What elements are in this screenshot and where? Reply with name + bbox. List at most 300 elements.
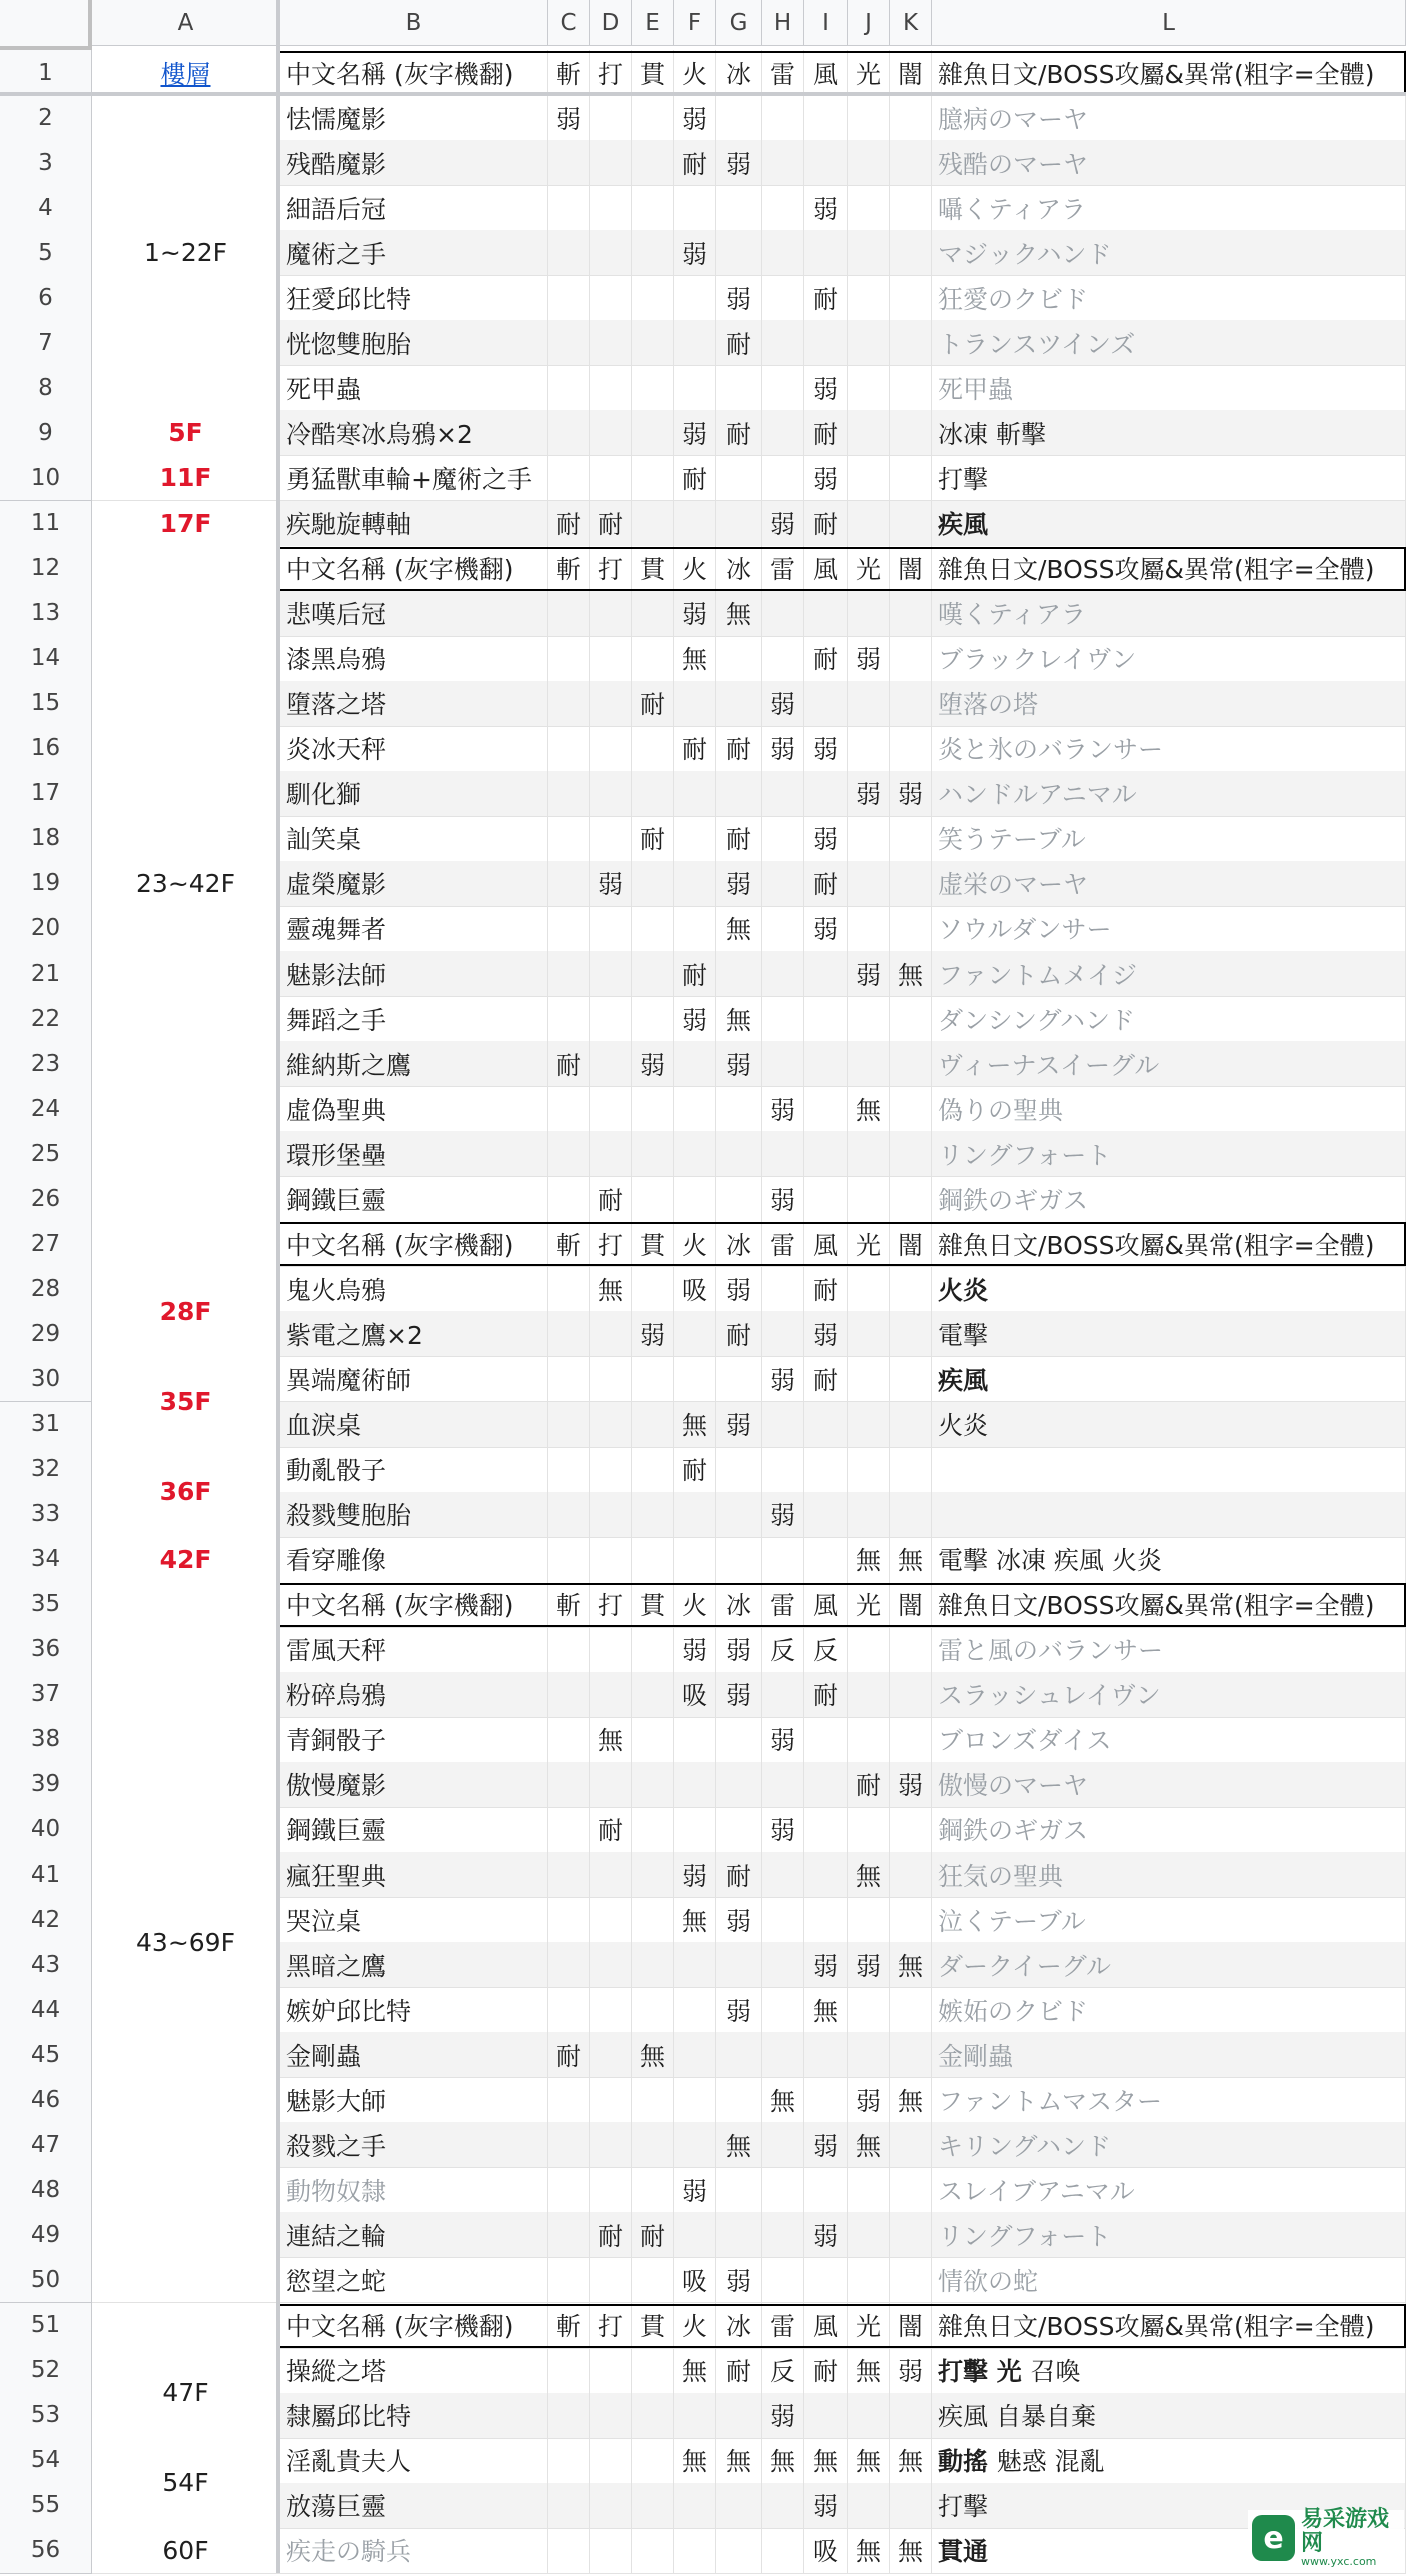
affinity-cell[interactable] xyxy=(848,816,890,862)
affinity-cell[interactable] xyxy=(548,2438,590,2484)
affinity-cell[interactable]: 弱 xyxy=(762,1356,804,1402)
header-attr-cell[interactable]: 斬 xyxy=(548,1221,590,1267)
row-header[interactable]: 14 xyxy=(0,636,92,682)
notes-cell[interactable]: 鋼鉄のギガス xyxy=(932,1176,1406,1222)
affinity-cell[interactable] xyxy=(762,636,804,682)
affinity-cell[interactable] xyxy=(762,1041,804,1087)
affinity-cell[interactable] xyxy=(632,2122,674,2168)
affinity-cell[interactable]: 無 xyxy=(716,996,762,1042)
affinity-cell[interactable]: 吸 xyxy=(804,2528,848,2574)
affinity-cell[interactable] xyxy=(548,1627,590,1673)
affinity-cell[interactable] xyxy=(548,2212,590,2258)
affinity-cell[interactable]: 無 xyxy=(848,2348,890,2394)
affinity-cell[interactable] xyxy=(804,1717,848,1763)
row-header[interactable]: 53 xyxy=(0,2393,92,2439)
affinity-cell[interactable] xyxy=(632,455,674,501)
affinity-cell[interactable] xyxy=(804,1762,848,1808)
affinity-cell[interactable] xyxy=(848,320,890,366)
row-header[interactable]: 54 xyxy=(0,2438,92,2484)
affinity-cell[interactable] xyxy=(590,951,632,997)
row-header[interactable]: 2 xyxy=(0,95,92,141)
affinity-cell[interactable]: 弱 xyxy=(716,1402,762,1448)
notes-cell[interactable]: 残酷のマーヤ xyxy=(932,140,1406,186)
affinity-cell[interactable] xyxy=(890,681,932,727)
affinity-cell[interactable] xyxy=(548,996,590,1042)
affinity-cell[interactable]: 弱 xyxy=(762,2393,804,2439)
row-header[interactable]: 23 xyxy=(0,1041,92,1087)
header-attr-cell[interactable]: 光 xyxy=(848,1582,890,1628)
header-attr-cell[interactable]: 斬 xyxy=(548,2303,590,2349)
notes-cell[interactable]: 疾風 xyxy=(932,501,1406,547)
affinity-cell[interactable]: 弱 xyxy=(804,2483,848,2529)
row-header[interactable]: 37 xyxy=(0,1672,92,1718)
floor-header-link[interactable] xyxy=(92,50,280,96)
affinity-cell[interactable] xyxy=(590,1897,632,1943)
row-header[interactable]: 4 xyxy=(0,185,92,231)
affinity-cell[interactable] xyxy=(632,140,674,186)
affinity-cell[interactable] xyxy=(590,320,632,366)
affinity-cell[interactable] xyxy=(632,1897,674,1943)
affinity-cell[interactable] xyxy=(804,1897,848,1943)
affinity-cell[interactable] xyxy=(848,455,890,501)
affinity-cell[interactable] xyxy=(762,140,804,186)
enemy-name-cell[interactable]: 墮落之塔 xyxy=(280,681,548,727)
header-attr-cell[interactable]: 闇 xyxy=(890,2303,932,2349)
header-attr-cell[interactable]: 光 xyxy=(848,1221,890,1267)
affinity-cell[interactable] xyxy=(890,1807,932,1853)
enemy-name-cell[interactable]: 死甲蟲 xyxy=(280,365,548,411)
affinity-cell[interactable]: 弱 xyxy=(804,2212,848,2258)
affinity-cell[interactable] xyxy=(632,2438,674,2484)
notes-cell[interactable]: 冰凍 斬擊 xyxy=(932,410,1406,456)
affinity-cell[interactable]: 耐 xyxy=(716,816,762,862)
affinity-cell[interactable] xyxy=(590,365,632,411)
column-header-f[interactable]: F xyxy=(674,0,716,46)
affinity-cell[interactable] xyxy=(848,2393,890,2439)
affinity-cell[interactable] xyxy=(590,2032,632,2078)
affinity-cell[interactable]: 耐 xyxy=(674,726,716,772)
affinity-cell[interactable] xyxy=(804,1852,848,1898)
affinity-cell[interactable]: 無 xyxy=(890,2077,932,2123)
row-header[interactable]: 8 xyxy=(0,365,92,411)
affinity-cell[interactable] xyxy=(632,1176,674,1222)
affinity-cell[interactable]: 耐 xyxy=(548,2032,590,2078)
affinity-cell[interactable] xyxy=(890,140,932,186)
affinity-cell[interactable] xyxy=(548,1717,590,1763)
enemy-name-cell[interactable]: 魔術之手 xyxy=(280,230,548,276)
affinity-cell[interactable]: 耐 xyxy=(674,1447,716,1493)
affinity-cell[interactable] xyxy=(632,1942,674,1988)
affinity-cell[interactable]: 無 xyxy=(848,1086,890,1132)
row-header[interactable]: 25 xyxy=(0,1131,92,1177)
affinity-cell[interactable]: 弱 xyxy=(804,365,848,411)
affinity-cell[interactable] xyxy=(762,1311,804,1357)
affinity-cell[interactable] xyxy=(548,2348,590,2394)
affinity-cell[interactable]: 耐 xyxy=(590,501,632,547)
header-attr-cell[interactable]: 雷 xyxy=(762,2303,804,2349)
affinity-cell[interactable]: 弱 xyxy=(548,95,590,141)
affinity-cell[interactable] xyxy=(848,1356,890,1402)
affinity-cell[interactable] xyxy=(762,1852,804,1898)
enemy-name-cell[interactable]: 連結之輪 xyxy=(280,2212,548,2258)
notes-cell[interactable]: キリングハンド xyxy=(932,2122,1406,2168)
affinity-cell[interactable]: 無 xyxy=(848,2122,890,2168)
affinity-cell[interactable] xyxy=(890,726,932,772)
affinity-cell[interactable] xyxy=(890,2167,932,2213)
affinity-cell[interactable] xyxy=(674,1492,716,1538)
affinity-cell[interactable] xyxy=(632,771,674,817)
notes-cell[interactable]: スレイブアニマル xyxy=(932,2167,1406,2213)
column-header-j[interactable]: J xyxy=(848,0,890,46)
affinity-cell[interactable]: 耐 xyxy=(804,1356,848,1402)
affinity-cell[interactable] xyxy=(804,140,848,186)
enemy-name-cell[interactable]: 舞蹈之手 xyxy=(280,996,548,1042)
row-header[interactable]: 30 xyxy=(0,1356,92,1402)
notes-cell[interactable]: ダークイーグル xyxy=(932,1942,1406,1988)
affinity-cell[interactable]: 無 xyxy=(716,906,762,952)
affinity-cell[interactable] xyxy=(590,2348,632,2394)
affinity-cell[interactable] xyxy=(890,501,932,547)
affinity-cell[interactable]: 無 xyxy=(804,1987,848,2033)
affinity-cell[interactable]: 弱 xyxy=(762,1717,804,1763)
affinity-cell[interactable] xyxy=(716,2212,762,2258)
affinity-cell[interactable] xyxy=(848,2257,890,2303)
enemy-name-cell[interactable]: 血淚桌 xyxy=(280,1402,548,1448)
affinity-cell[interactable] xyxy=(848,996,890,1042)
notes-cell[interactable]: 笑うテーブル xyxy=(932,816,1406,862)
affinity-cell[interactable] xyxy=(548,771,590,817)
affinity-cell[interactable]: 弱 xyxy=(716,2257,762,2303)
header-attr-cell[interactable]: 火 xyxy=(674,2303,716,2349)
affinity-cell[interactable] xyxy=(632,320,674,366)
row-header[interactable]: 32 xyxy=(0,1447,92,1493)
enemy-name-cell[interactable]: 魅影大師 xyxy=(280,2077,548,2123)
affinity-cell[interactable] xyxy=(804,2032,848,2078)
affinity-cell[interactable] xyxy=(804,681,848,727)
affinity-cell[interactable]: 耐 xyxy=(632,681,674,727)
affinity-cell[interactable] xyxy=(804,2167,848,2213)
affinity-cell[interactable]: 弱 xyxy=(674,2167,716,2213)
affinity-cell[interactable] xyxy=(762,1266,804,1312)
enemy-name-cell[interactable]: 恍惚雙胞胎 xyxy=(280,320,548,366)
notes-cell[interactable]: 火炎 xyxy=(932,1402,1406,1448)
affinity-cell[interactable] xyxy=(848,1402,890,1448)
affinity-cell[interactable] xyxy=(762,951,804,997)
affinity-cell[interactable] xyxy=(716,636,762,682)
affinity-cell[interactable] xyxy=(890,2257,932,2303)
affinity-cell[interactable] xyxy=(674,816,716,862)
header-attr-cell[interactable]: 雷 xyxy=(762,546,804,592)
affinity-cell[interactable] xyxy=(548,1852,590,1898)
row-header[interactable]: 55 xyxy=(0,2483,92,2529)
affinity-cell[interactable]: 無 xyxy=(674,2348,716,2394)
affinity-cell[interactable] xyxy=(548,365,590,411)
row-header[interactable]: 6 xyxy=(0,275,92,321)
affinity-cell[interactable] xyxy=(674,501,716,547)
affinity-cell[interactable] xyxy=(590,816,632,862)
affinity-cell[interactable] xyxy=(590,140,632,186)
frozen-row-divider[interactable] xyxy=(0,92,1406,96)
affinity-cell[interactable] xyxy=(804,1086,848,1132)
select-all-corner[interactable] xyxy=(0,0,92,50)
affinity-cell[interactable] xyxy=(804,2257,848,2303)
affinity-cell[interactable] xyxy=(632,2257,674,2303)
affinity-cell[interactable] xyxy=(548,320,590,366)
affinity-cell[interactable] xyxy=(632,1537,674,1583)
affinity-cell[interactable] xyxy=(674,906,716,952)
affinity-cell[interactable] xyxy=(762,455,804,501)
affinity-cell[interactable] xyxy=(632,501,674,547)
affinity-cell[interactable] xyxy=(548,1762,590,1808)
affinity-cell[interactable] xyxy=(590,1447,632,1493)
affinity-cell[interactable] xyxy=(548,1942,590,1988)
affinity-cell[interactable] xyxy=(890,1672,932,1718)
affinity-cell[interactable] xyxy=(716,771,762,817)
enemy-name-cell[interactable]: 疾走の騎兵 xyxy=(280,2528,548,2574)
enemy-name-cell[interactable]: 殺戮雙胞胎 xyxy=(280,1492,548,1538)
affinity-cell[interactable] xyxy=(548,1402,590,1448)
affinity-cell[interactable]: 弱 xyxy=(762,1807,804,1853)
floor-range-cell[interactable] xyxy=(92,1582,280,2304)
affinity-cell[interactable] xyxy=(716,230,762,276)
affinity-cell[interactable] xyxy=(716,2393,762,2439)
affinity-cell[interactable] xyxy=(632,2348,674,2394)
affinity-cell[interactable]: 耐 xyxy=(632,2212,674,2258)
floor-range-cell[interactable] xyxy=(92,1537,280,1583)
enemy-name-cell[interactable]: 黑暗之鷹 xyxy=(280,1942,548,1988)
affinity-cell[interactable] xyxy=(590,275,632,321)
affinity-cell[interactable] xyxy=(632,1762,674,1808)
affinity-cell[interactable]: 弱 xyxy=(716,861,762,907)
notes-cell[interactable]: 死甲蟲 xyxy=(932,365,1406,411)
affinity-cell[interactable] xyxy=(548,1672,590,1718)
affinity-cell[interactable] xyxy=(716,1447,762,1493)
affinity-cell[interactable] xyxy=(590,2122,632,2168)
floor-range-cell[interactable] xyxy=(92,95,280,411)
header-attr-cell[interactable]: 火 xyxy=(674,1582,716,1628)
affinity-cell[interactable]: 無 xyxy=(674,2438,716,2484)
enemy-name-cell[interactable]: 金剛蟲 xyxy=(280,2032,548,2078)
header-attr-cell[interactable]: 冰 xyxy=(716,1582,762,1628)
affinity-cell[interactable] xyxy=(848,1807,890,1853)
affinity-cell[interactable] xyxy=(848,140,890,186)
header-notes-cell[interactable]: 雜魚日文/BOSS攻屬&異常(粗字=全體) xyxy=(932,546,1406,592)
affinity-cell[interactable] xyxy=(848,1897,890,1943)
affinity-cell[interactable] xyxy=(762,1447,804,1493)
affinity-cell[interactable] xyxy=(632,95,674,141)
affinity-cell[interactable]: 弱 xyxy=(716,1627,762,1673)
affinity-cell[interactable] xyxy=(762,2167,804,2213)
row-header[interactable]: 5 xyxy=(0,230,92,276)
affinity-cell[interactable]: 無 xyxy=(762,2077,804,2123)
header-attr-cell[interactable]: 火 xyxy=(674,546,716,592)
affinity-cell[interactable] xyxy=(762,185,804,231)
affinity-cell[interactable] xyxy=(674,1762,716,1808)
header-attr-cell[interactable]: 貫 xyxy=(632,1221,674,1267)
affinity-cell[interactable] xyxy=(632,591,674,637)
row-header[interactable]: 43 xyxy=(0,1942,92,1988)
affinity-cell[interactable] xyxy=(632,726,674,772)
enemy-name-cell[interactable]: 看穿雕像 xyxy=(280,1537,548,1583)
affinity-cell[interactable] xyxy=(548,1807,590,1853)
header-attr-cell[interactable]: 冰 xyxy=(716,1221,762,1267)
floor-range-cell[interactable] xyxy=(92,2303,280,2349)
affinity-cell[interactable]: 耐 xyxy=(674,455,716,501)
affinity-cell[interactable] xyxy=(890,1266,932,1312)
row-header[interactable]: 35 xyxy=(0,1582,92,1628)
affinity-cell[interactable]: 弱 xyxy=(716,1897,762,1943)
affinity-cell[interactable] xyxy=(716,681,762,727)
row-header[interactable]: 33 xyxy=(0,1492,92,1538)
affinity-cell[interactable]: 弱 xyxy=(890,2348,932,2394)
header-attr-cell[interactable]: 火 xyxy=(674,50,716,96)
header-attr-cell[interactable]: 闇 xyxy=(890,50,932,96)
row-header[interactable]: 39 xyxy=(0,1762,92,1808)
affinity-cell[interactable]: 耐 xyxy=(632,816,674,862)
row-header[interactable]: 12 xyxy=(0,546,92,592)
notes-cell[interactable]: ハンドルアニマル xyxy=(932,771,1406,817)
affinity-cell[interactable] xyxy=(674,1356,716,1402)
header-attr-cell[interactable]: 雷 xyxy=(762,1582,804,1628)
affinity-cell[interactable] xyxy=(762,2122,804,2168)
enemy-name-cell[interactable]: 紫電之鷹×2 xyxy=(280,1311,548,1357)
notes-cell[interactable]: 偽りの聖典 xyxy=(932,1086,1406,1132)
affinity-cell[interactable] xyxy=(548,636,590,682)
notes-cell[interactable]: スラッシュレイヴン xyxy=(932,1672,1406,1718)
row-header[interactable]: 40 xyxy=(0,1807,92,1853)
affinity-cell[interactable] xyxy=(590,2528,632,2574)
header-name-cell[interactable]: 中文名稱 (灰字機翻) xyxy=(280,1221,548,1267)
affinity-cell[interactable] xyxy=(890,1627,932,1673)
affinity-cell[interactable] xyxy=(548,2167,590,2213)
column-header-h[interactable]: H xyxy=(762,0,804,46)
row-header[interactable]: 56 xyxy=(0,2528,92,2574)
notes-cell[interactable]: 雷と風のバランサー xyxy=(932,1627,1406,1673)
column-header-k[interactable]: K xyxy=(890,0,932,46)
affinity-cell[interactable] xyxy=(632,230,674,276)
affinity-cell[interactable] xyxy=(590,1762,632,1808)
affinity-cell[interactable] xyxy=(632,2077,674,2123)
affinity-cell[interactable]: 弱 xyxy=(632,1311,674,1357)
affinity-cell[interactable]: 耐 xyxy=(674,951,716,997)
affinity-cell[interactable] xyxy=(804,1807,848,1853)
enemy-name-cell[interactable]: 残酷魔影 xyxy=(280,140,548,186)
affinity-cell[interactable] xyxy=(548,410,590,456)
affinity-cell[interactable]: 弱 xyxy=(674,1852,716,1898)
affinity-cell[interactable] xyxy=(890,1897,932,1943)
affinity-cell[interactable] xyxy=(890,185,932,231)
notes-cell[interactable]: 打擊 xyxy=(932,2483,1406,2529)
affinity-cell[interactable] xyxy=(548,1987,590,2033)
affinity-cell[interactable]: 無 xyxy=(890,951,932,997)
affinity-cell[interactable] xyxy=(848,2167,890,2213)
affinity-cell[interactable] xyxy=(548,1447,590,1493)
column-header-i[interactable]: I xyxy=(804,0,848,46)
notes-cell[interactable]: 打擊 xyxy=(932,455,1406,501)
enemy-name-cell[interactable]: 淫亂貴夫人 xyxy=(280,2438,548,2484)
affinity-cell[interactable] xyxy=(548,2393,590,2439)
affinity-cell[interactable]: 弱 xyxy=(804,726,848,772)
enemy-name-cell[interactable]: 放蕩巨靈 xyxy=(280,2483,548,2529)
affinity-cell[interactable] xyxy=(590,1537,632,1583)
header-attr-cell[interactable]: 光 xyxy=(848,2303,890,2349)
affinity-cell[interactable] xyxy=(548,455,590,501)
row-header[interactable]: 22 xyxy=(0,996,92,1042)
affinity-cell[interactable] xyxy=(890,320,932,366)
enemy-name-cell[interactable]: 狂愛邱比特 xyxy=(280,275,548,321)
row-header[interactable]: 20 xyxy=(0,906,92,952)
row-header[interactable]: 10 xyxy=(0,455,92,501)
row-header[interactable]: 46 xyxy=(0,2077,92,2123)
notes-cell[interactable]: 情欲の蛇 xyxy=(932,2257,1406,2303)
affinity-cell[interactable] xyxy=(762,95,804,141)
affinity-cell[interactable] xyxy=(848,906,890,952)
row-header[interactable]: 26 xyxy=(0,1176,92,1222)
affinity-cell[interactable] xyxy=(762,2032,804,2078)
header-attr-cell[interactable]: 風 xyxy=(804,2303,848,2349)
affinity-cell[interactable]: 弱 xyxy=(848,2077,890,2123)
enemy-name-cell[interactable]: 維納斯之鷹 xyxy=(280,1041,548,1087)
frozen-column-divider[interactable] xyxy=(276,0,280,2573)
affinity-cell[interactable] xyxy=(762,771,804,817)
affinity-cell[interactable] xyxy=(674,681,716,727)
affinity-cell[interactable] xyxy=(762,1942,804,1988)
row-header[interactable]: 29 xyxy=(0,1311,92,1357)
affinity-cell[interactable] xyxy=(590,2393,632,2439)
affinity-cell[interactable] xyxy=(762,320,804,366)
affinity-cell[interactable] xyxy=(762,1402,804,1448)
floor-range-cell[interactable] xyxy=(92,2348,280,2439)
affinity-cell[interactable] xyxy=(762,816,804,862)
affinity-cell[interactable]: 無 xyxy=(674,1402,716,1448)
column-header-d[interactable]: D xyxy=(590,0,632,46)
header-attr-cell[interactable]: 打 xyxy=(590,2303,632,2349)
affinity-cell[interactable] xyxy=(548,2257,590,2303)
affinity-cell[interactable]: 反 xyxy=(762,2348,804,2394)
affinity-cell[interactable] xyxy=(762,906,804,952)
affinity-cell[interactable] xyxy=(848,1717,890,1763)
enemy-name-cell[interactable]: 嫉妒邱比特 xyxy=(280,1987,548,2033)
affinity-cell[interactable] xyxy=(848,1131,890,1177)
affinity-cell[interactable] xyxy=(674,1942,716,1988)
affinity-cell[interactable]: 無 xyxy=(590,1717,632,1763)
affinity-cell[interactable] xyxy=(762,996,804,1042)
enemy-name-cell[interactable]: 鋼鐵巨靈 xyxy=(280,1176,548,1222)
affinity-cell[interactable] xyxy=(716,95,762,141)
affinity-cell[interactable] xyxy=(716,2528,762,2574)
enemy-name-cell[interactable]: 鋼鐵巨靈 xyxy=(280,1807,548,1853)
affinity-cell[interactable] xyxy=(890,410,932,456)
affinity-cell[interactable]: 無 xyxy=(848,1537,890,1583)
row-header[interactable]: 41 xyxy=(0,1852,92,1898)
header-attr-cell[interactable]: 貫 xyxy=(632,2303,674,2349)
header-attr-cell[interactable]: 斬 xyxy=(548,546,590,592)
affinity-cell[interactable] xyxy=(716,455,762,501)
row-header[interactable]: 47 xyxy=(0,2122,92,2168)
notes-cell[interactable] xyxy=(932,2348,1406,2394)
affinity-cell[interactable] xyxy=(890,1041,932,1087)
floor-range-cell[interactable] xyxy=(92,455,280,501)
floor-range-cell[interactable] xyxy=(92,501,280,547)
notes-cell[interactable]: 炎と氷のバランサー xyxy=(932,726,1406,772)
affinity-cell[interactable] xyxy=(804,1537,848,1583)
affinity-cell[interactable] xyxy=(548,1311,590,1357)
affinity-cell[interactable] xyxy=(804,951,848,997)
notes-cell[interactable]: ファントムマスター xyxy=(932,2077,1406,2123)
enemy-name-cell[interactable]: 馴化獅 xyxy=(280,771,548,817)
affinity-cell[interactable]: 無 xyxy=(848,2528,890,2574)
affinity-cell[interactable] xyxy=(632,185,674,231)
